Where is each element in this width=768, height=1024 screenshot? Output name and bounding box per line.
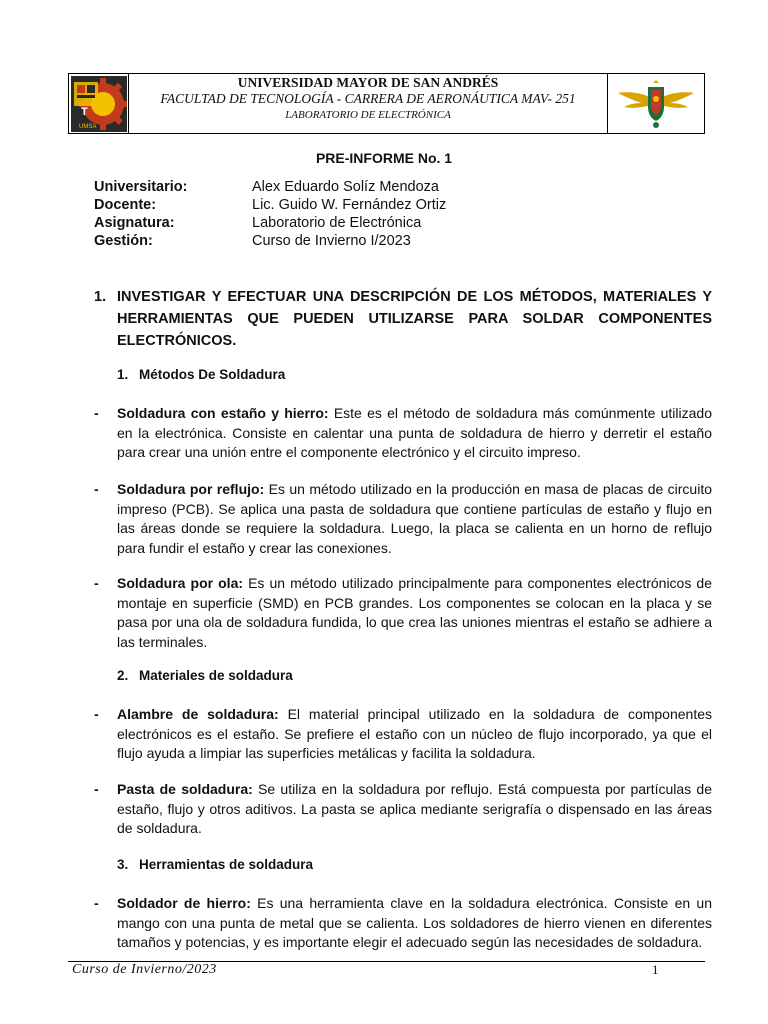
page-number: 1 bbox=[652, 962, 659, 977]
bullet-dash: - bbox=[94, 575, 99, 591]
faculty-name: FACULTAD DE TECNOLOGÍA - CARRERA DE AERONÁUTICA MAV- 251 bbox=[160, 91, 576, 106]
subsection-number: 3. bbox=[117, 857, 129, 872]
info-label: Asignatura: bbox=[94, 215, 175, 231]
info-value: Laboratorio de Electrónica bbox=[252, 215, 422, 231]
subsection-tools bbox=[117, 857, 313, 872]
info-value: Curso de Invierno I/2023 bbox=[252, 233, 411, 249]
item-text: Es un método utilizado en la producción en masa de placas de circuito impreso (PCB). Se aplica una pasta de soldadura que contiene partículas de estaño y flujo en las áreas donde se requiere la soldadura. Luego, la placa se calienta en un horno de reflujo para fundir el estaño y crear las conexiones. bbox=[117, 481, 712, 556]
bullet-dash: - bbox=[94, 781, 99, 797]
list-item bbox=[94, 894, 712, 953]
list-item bbox=[94, 705, 712, 764]
item-text: Es una herramienta clave en la soldadura electrónica. Consiste en un mango con una punta de metal que se calienta. Los soldadores de hierro vienen en diferentes tamaños y potencias, y es importante elegir el adecuado según las necesidades de soldadura. bbox=[117, 895, 712, 950]
svg-text:UMSA: UMSA bbox=[78, 123, 96, 130]
svg-text:T: T bbox=[80, 105, 88, 118]
list-item bbox=[94, 780, 712, 839]
winged-shield-emblem-icon bbox=[616, 79, 696, 129]
info-label: Universitario: bbox=[94, 179, 188, 195]
item-term: Soldadura por reflujo: bbox=[117, 481, 265, 497]
section-number: 1. bbox=[94, 289, 107, 305]
faculty-logo bbox=[69, 74, 129, 133]
list-item bbox=[94, 574, 712, 652]
bullet-dash: - bbox=[94, 405, 99, 421]
item-text: Este es el método de soldadura más comúnmente utilizado en la electrónica. Consiste en calentar una punta de soldadura de hierro y derretir el estaño para crear una unión entre el componente electrónico y el circuito impreso. bbox=[117, 405, 712, 460]
section-heading bbox=[94, 286, 712, 352]
info-label: Gestión: bbox=[94, 233, 153, 249]
lab-name: LABORATORIO DE ELECTRÓNICA bbox=[285, 109, 451, 121]
item-term: Soldadura con estaño y hierro: bbox=[117, 405, 329, 421]
item-term: Pasta de soldadura: bbox=[117, 781, 253, 797]
info-value: Lic. Guido W. Fernández Ortiz bbox=[252, 197, 447, 213]
subsection-number: 1. bbox=[117, 367, 129, 382]
technology-gear-logo-icon bbox=[71, 76, 127, 132]
subsection-materials bbox=[117, 668, 293, 683]
bullet-dash: - bbox=[94, 895, 99, 911]
section-title: INVESTIGAR Y EFECTUAR UNA DESCRIPCIÓN DE LOS MÉTODOS, MATERIALES Y HERRAMIENTAS QUE PUEDEN UTILIZARSE PARA SOLDAR COMPONENTES ELECTRÓNICOS. bbox=[117, 289, 712, 349]
item-text: Es un método utilizado principalmente para componentes electrónicos de montaje en superficie (SMD) en PCB grandes. Los componentes se colocan en la placa y se pasa por una ola de soldadura fundida, lo que crea las uniones mientras el estaño se adhiere a las terminales. bbox=[117, 575, 712, 650]
footer-course: Curso de Invierno/2023 bbox=[72, 962, 217, 977]
list-item bbox=[94, 404, 712, 463]
document-title: PRE-INFORME No. 1 bbox=[315, 150, 453, 166]
info-row-subject bbox=[94, 214, 446, 232]
bullet-dash: - bbox=[94, 481, 99, 497]
info-row-teacher bbox=[94, 196, 446, 214]
header-text bbox=[129, 74, 607, 133]
item-text: Se utiliza en la soldadura por reflujo. Está compuesta por partículas de estaño, flujo y otros aditivos. La pasta se aplica mediante serigrafía o dispensado en las áreas de soldadura. bbox=[117, 781, 712, 836]
list-item bbox=[94, 480, 712, 558]
info-row-term bbox=[94, 232, 446, 250]
item-term: Soldadura por ola: bbox=[117, 575, 244, 591]
item-term: Soldador de hierro: bbox=[117, 895, 251, 911]
subsection-title: Materiales de soldadura bbox=[139, 668, 293, 683]
document-header bbox=[68, 73, 705, 134]
subsection-title: Métodos De Soldadura bbox=[139, 367, 286, 382]
info-label: Docente: bbox=[94, 197, 157, 213]
info-row-student bbox=[94, 178, 446, 196]
aeronautics-emblem bbox=[607, 74, 704, 133]
subsection-methods bbox=[117, 367, 285, 382]
item-term: Alambre de soldadura: bbox=[117, 706, 279, 722]
subsection-title: Herramientas de soldadura bbox=[139, 857, 314, 872]
subsection-number: 2. bbox=[117, 668, 129, 683]
info-value: Alex Eduardo Solíz Mendoza bbox=[252, 179, 439, 195]
student-info bbox=[94, 178, 446, 250]
item-text: El material principal utilizado en la soldadura de componentes electrónicos es el estaño. Se prefiere el estaño con un núcleo de flujo incorporado, ya que el flujo ayuda a limpiar las superficies metálicas y facilita la soldadura. bbox=[117, 706, 713, 761]
bullet-dash: - bbox=[94, 706, 99, 722]
university-name: UNIVERSIDAD MAYOR DE SAN ANDRÉS bbox=[237, 75, 499, 90]
